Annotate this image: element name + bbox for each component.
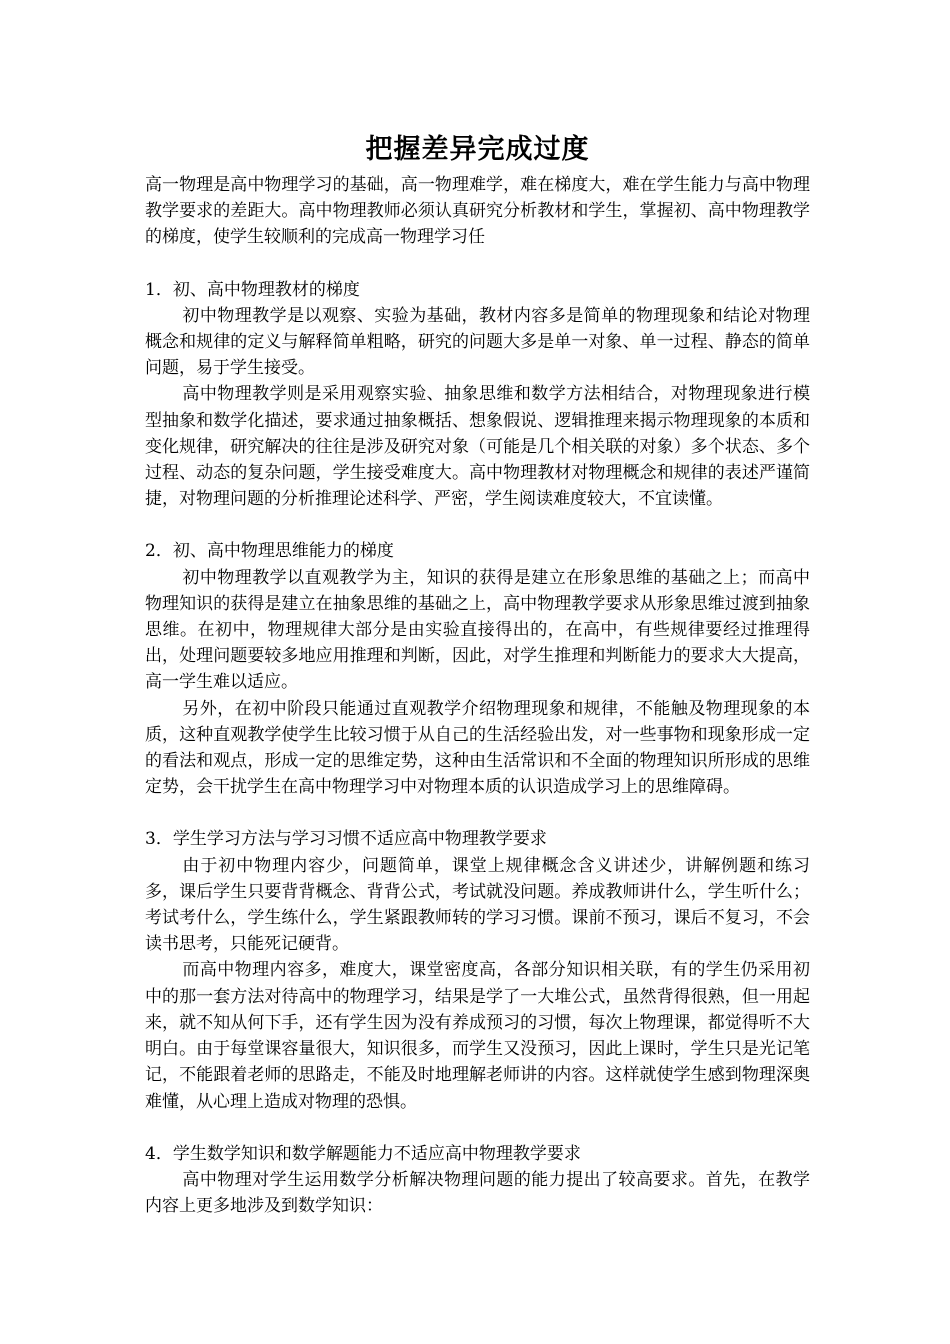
section-paragraph: 高中物理教学则是采用观察实验、抽象思维和数学方法相结合，对物理现象进行模型抽象和数学化描述，要求通过抽象概括、想象假说、逻辑推理来揭示物理现象的本质和变化规律，研究解决的往往是涉及研究对象（可能是几个相关联的对象）多个状态、多个过程、动态的复杂问题，学生接受难度大。高中物理教材对物理概念和规律的表述严谨简捷，对物理问题的分析推理论述科学、严密，学生阅读难度较大，不宜读懂。 bbox=[145, 384, 810, 510]
section-paragraph: 另外，在初中阶段只能通过直观教学介绍物理现象和规律，不能触及物理现象的本质，这种直观教学使学生比较习惯于从自己的生活经验出发，对一些事物和现象形成一定的看法和观点，形成一定的思维定势，这种由生活常识和不全面的物理知识所形成的思维定势，会干扰学生在高中物理学习中对物理本质的认识造成学习上的思维障碍。 bbox=[145, 698, 810, 798]
section-paragraph: 初中物理教学以直观教学为主，知识的获得是建立在形象思维的基础之上；而高中物理知识的获得是建立在抽象思维的基础之上，高中物理教学要求从形象思维过渡到抽象思维。在初中，物理规律大部分是由实验直接得出的，在高中，有些规律要经过推理得出，处理问题要较多地应用推理和判断，因此，对学生推理和判断能力的要求大大提高，高一学生难以适应。 bbox=[145, 567, 810, 693]
section-heading: 3．学生学习方法与学习习惯不适应高中物理教学要求 bbox=[145, 829, 547, 850]
section-paragraph: 高中物理对学生运用数学分析解决物理问题的能力提出了较高要求。首先，在教学内容上更多地涉及到数学知识： bbox=[145, 1169, 810, 1217]
section-paragraph: 由于初中物理内容少，问题简单，课堂上规律概念含义讲述少，讲解例题和练习多，课后学生只要背背概念、背背公式，考试就没问题。养成教师讲什么，学生听什么；考试考什么，学生练什么，学生紧跟教师转的学习习惯。课前不预习，课后不复习，不会读书思考，只能死记硬背。 bbox=[145, 855, 810, 955]
section-heading: 4．学生数学知识和数学解题能力不适应高中物理教学要求 bbox=[145, 1143, 581, 1164]
document-title: 把握差异完成过度 bbox=[365, 134, 590, 165]
document-page bbox=[145, 130, 810, 1219]
section-paragraph: 而高中物理内容多，难度大，课堂密度高，各部分知识相关联，有的学生仍采用初中的那一套方法对待高中的物理学习，结果是学了一大堆公式，虽然背得很熟，但一用起来，就不知从何下手，还有学生因为没有养成预习的习惯，每次上物理课，都觉得听不大明白。由于每堂课容量很大，知识很多，而学生又没预习，因此上课时，学生只是光记笔记，不能跟着老师的思路走，不能及时地理解老师讲的内容。这样就使学生感到物理深奥难懂，从心理上造成对物理的恐惧。 bbox=[145, 960, 810, 1112]
section-2 bbox=[145, 538, 810, 800]
section-3 bbox=[145, 826, 810, 1114]
intro-paragraph: 高一物理是高中物理学习的基础，高一物理难学，难在梯度大，难在学生能力与高中物理教学要求的差距大。高中物理教师必须认真研究分析教材和学生，掌握初、高中物理教学的梯度，使学生较顺利的完成高一物理学习任 bbox=[145, 175, 810, 248]
section-heading: 2．初、高中物理思维能力的梯度 bbox=[145, 541, 394, 562]
section-heading: 1．初、高中物理教材的梯度 bbox=[145, 279, 360, 300]
section-1 bbox=[145, 277, 810, 513]
section-paragraph: 初中物理教学是以观察、实验为基础，教材内容多是简单的物理现象和结论对物理概念和规律的定义与解释简单粗略，研究的问题大多是单一对象、单一过程、静态的简单问题，易于学生接受。 bbox=[145, 305, 810, 379]
section-4 bbox=[145, 1141, 810, 1220]
